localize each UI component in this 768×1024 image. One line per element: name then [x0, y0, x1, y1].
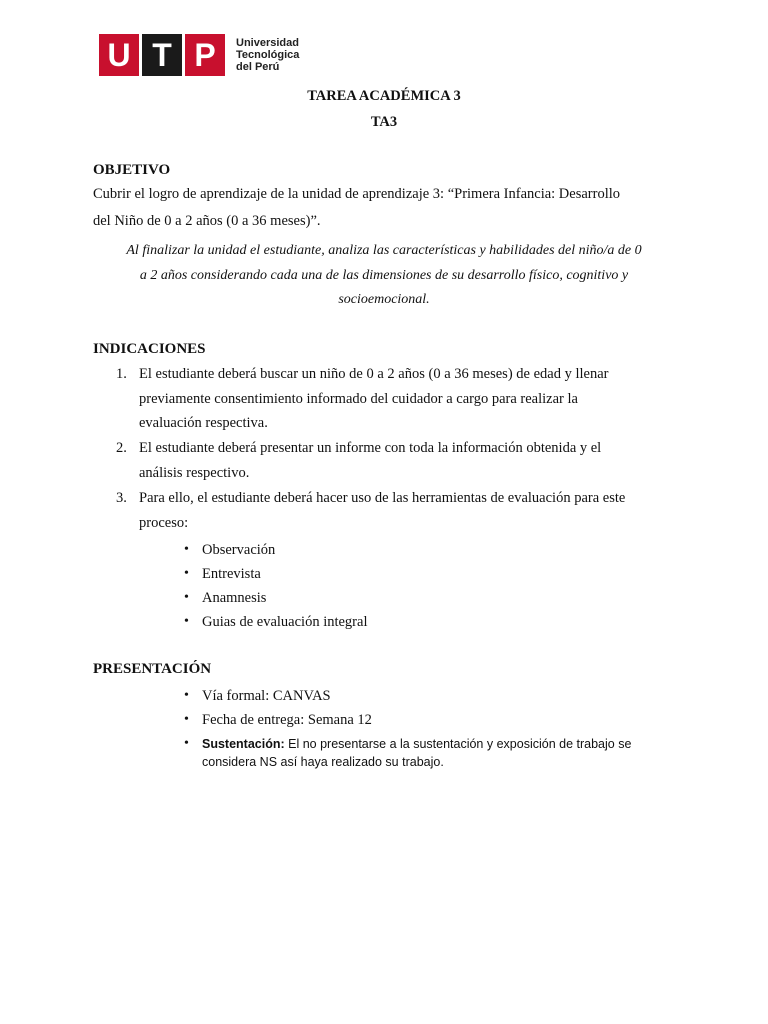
tool-observacion: Observación [202, 542, 276, 558]
logo-letter-u: U [99, 34, 139, 76]
item-1-line-1: El estudiante deberá buscar un niño de 0 a 2 años (0 a 36 meses) de edad y llenar [139, 366, 609, 382]
item-1-line-3: evaluación respectiva. [139, 415, 268, 431]
logo-line-1: Universidad [236, 37, 299, 49]
fecha-entrega: Fecha de entrega: Semana 12 [202, 712, 372, 728]
objetivo-heading: OBJETIVO [93, 162, 171, 178]
document-title: TAREA ACADÉMICA 3 [307, 88, 461, 104]
outcome-line-1: Al finalizar la unidad el estudiante, analiza las características y habilidades del niño/a de 0 [126, 243, 642, 258]
objetivo-line-1: Cubrir el logro de aprendizaje de la unidad de aprendizaje 3: “Primera Infancia: Desarrollo [93, 186, 621, 202]
logo-letter-t: T [142, 34, 182, 76]
item-1-line-2: previamente consentimiento informado del cuidador a cargo para realizar la [139, 391, 578, 407]
list-marker-2: 2. [116, 440, 127, 456]
item-2-line-1: El estudiante deberá presentar un informe con toda la información obtenida y el [139, 440, 602, 456]
sustentacion-label: Sustentación: [202, 737, 285, 751]
tool-anamnesis: Anamnesis [202, 590, 267, 606]
logo-line-2: Tecnológica [236, 49, 300, 61]
sustentacion-line-2: considera NS así haya realizado su trabajo. [202, 755, 444, 769]
presentacion-heading: PRESENTACIÓN [93, 661, 212, 677]
logo-line-3: del Perú [236, 61, 280, 73]
document-subtitle: TA3 [370, 114, 398, 130]
utp-logo [99, 34, 299, 76]
outcome-line-3: socioemocional. [338, 292, 430, 307]
bullet-dot: • [184, 736, 189, 751]
bullet-dot: • [184, 614, 189, 629]
outcome-line-2: a 2 años considerando cada una de las dimensiones de su desarrollo físico, cognitivo y [139, 267, 629, 283]
bullet-dot: • [184, 688, 189, 703]
bullet-dot: • [184, 590, 189, 605]
sustentacion-text-1: El no presentarse a la sustentación y exposición de trabajo se [284, 737, 632, 751]
sustentacion-line-1 [202, 737, 631, 751]
logo-wordmark [236, 37, 299, 73]
indicaciones-heading: INDICACIONES [93, 341, 206, 357]
bullet-dot: • [184, 542, 189, 557]
via-formal: Vía formal: CANVAS [202, 688, 331, 704]
list-marker-3: 3. [116, 490, 127, 506]
logo-letter-p: P [185, 34, 225, 76]
list-marker-1: 1. [116, 366, 127, 382]
bullet-dot: • [184, 566, 189, 581]
tool-guias: Guias de evaluación integral [202, 614, 368, 630]
item-3-line-1: Para ello, el estudiante deberá hacer uso de las herramientas de evaluación para este [139, 490, 626, 506]
bullet-dot: • [184, 712, 189, 727]
objetivo-learning-outcome [93, 239, 675, 313]
objetivo-line-2: del Niño de 0 a 2 años (0 a 36 meses)”. [93, 213, 321, 229]
item-2-line-2: análisis respectivo. [139, 465, 250, 481]
tool-entrevista: Entrevista [202, 566, 261, 582]
item-3-line-2: proceso: [139, 515, 189, 531]
